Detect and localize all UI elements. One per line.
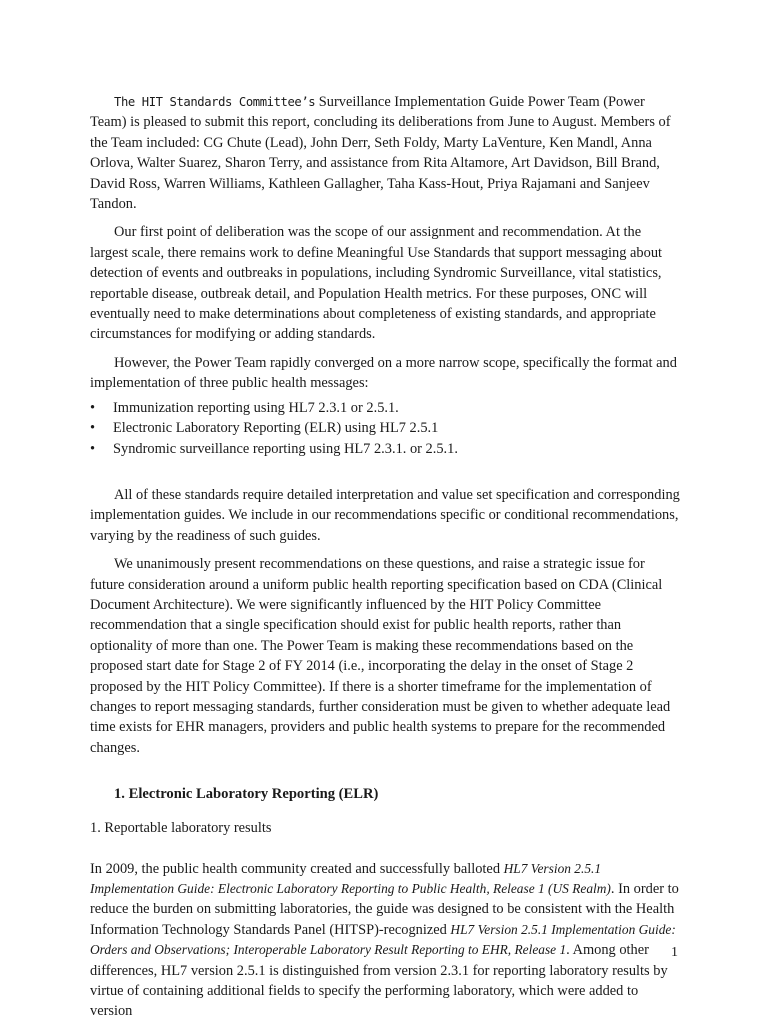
page-number: 1 [671,945,678,960]
paragraph-recommendations: We unanimously present recommendations on these questions, and raise a strategic issue for future consideration around a uniform public health reporting specification based on CDA (Clinical Document Architecture). We were significantly influenced by the HIT Policy Committee recommendation that a single specification should exist for public health reports, rather than optionality of more than one. The Power Team is making these recommendations based on the proposed start date for Stage 2 of FY 2014 (i.e., incorporating the delay in the onset of Stage 2 proposed by the HIT Policy Committee). If there is a shorter timeframe for the implementation of changes to report messaging standards, further consideration must be given to whether adequate lead time exists for EHR managers, providers and public health systems to prepare for the recommended changes. [90,556,671,756]
list-item [90,418,680,438]
section-heading: 1. Electronic Laboratory Reporting (ELR) [114,786,379,803]
bullet-glyph: • [90,440,96,457]
guide-title-ehr: HL7 Version 2.5.1 Implementation Guide: Orders and Observations; Interoperable Laboratory Result Reporting to EHR, Release 1 [90,921,676,958]
paragraph-narrow-scope: However, the Power Team rapidly converged on a more narrow scope, specifically the format and implementation of three public health messages: [90,354,677,392]
paragraph-elr-text-c: . Among other differences, HL7 version 2.5.1 is distinguished from version 2.3.1 for reporting laboratory results by virtue of containing additional fields to specify the performing laboratory, which were added to version [90,942,668,1020]
subheading: 1. Reportable laboratory results [90,820,272,837]
paragraph-intro-text: Surveillance Implementation Guide Power Team (Power Team) is pleased to submit this report, concluding its deliberations from June to August. Members of the Team included: CG Chute (Lead), John Derr, Seth Foldy, Marty LaVenture, Ken Mandl, Anna Orlova, Walter Suarez, Sharon Terry, and assistance from Rita Altamore, Art Davidson, Bill Brand, David Ross, Warren Williams, Kathleen Gallagher, Taha Kass-Hout, Priya Rajamani and Sanjeev Tandon. [90,94,671,213]
paragraph-elr-text-a: In 2009, the public health community created and successfully balloted [90,860,504,877]
list-item-text: Syndromic surveillance reporting using HL7 2.3.1. or 2.5.1. [113,440,458,457]
bullet-glyph: • [90,420,96,437]
list-item-text: Electronic Laboratory Reporting (ELR) using HL7 2.5.1 [113,420,439,437]
paragraph-scope: Our first point of deliberation was the scope of our assignment and recommendation. At the largest scale, there remains work to define Meaningful Use Standards that support messaging about detection of events and outbreaks in populations, including Syndromic Surveillance, vital statistics, reportable disease, outbreak detail, and Population Health metrics. For these purposes, ONC will eventually need to make determinations about completeness of existing standards, and appropriate circumstances for modifying or adding standards. [90,224,663,343]
document-body [90,92,680,1022]
paragraph-intro [90,92,680,214]
list-item-text: Immunization reporting using HL7 2.3.1 or 2.5.1. [113,399,399,416]
guide-title-elr: HL7 Version 2.5.1 Implementation Guide: Electronic Laboratory Reporting to Public Health, Release 1 (US Realm) [90,860,611,896]
bullet-glyph: • [90,399,96,416]
paragraph-elr [90,859,680,1022]
paragraph-elr-text-b: . In order to reduce the burden on submitting laboratories, the guide was designed to be consistent with the Health Information Technology Standards Panel (HITSP)-recognized [90,881,679,938]
committee-name-run: The HIT Standards Committee’s [114,95,316,109]
list-item [90,398,680,418]
list-item [90,439,680,459]
paragraph-standards: All of these standards require detailed interpretation and value set specification and corresponding implementation guides. We include in our recommendations specific or conditional recommendations, varying by the readiness of such guides. [90,486,680,544]
message-list [90,398,680,459]
